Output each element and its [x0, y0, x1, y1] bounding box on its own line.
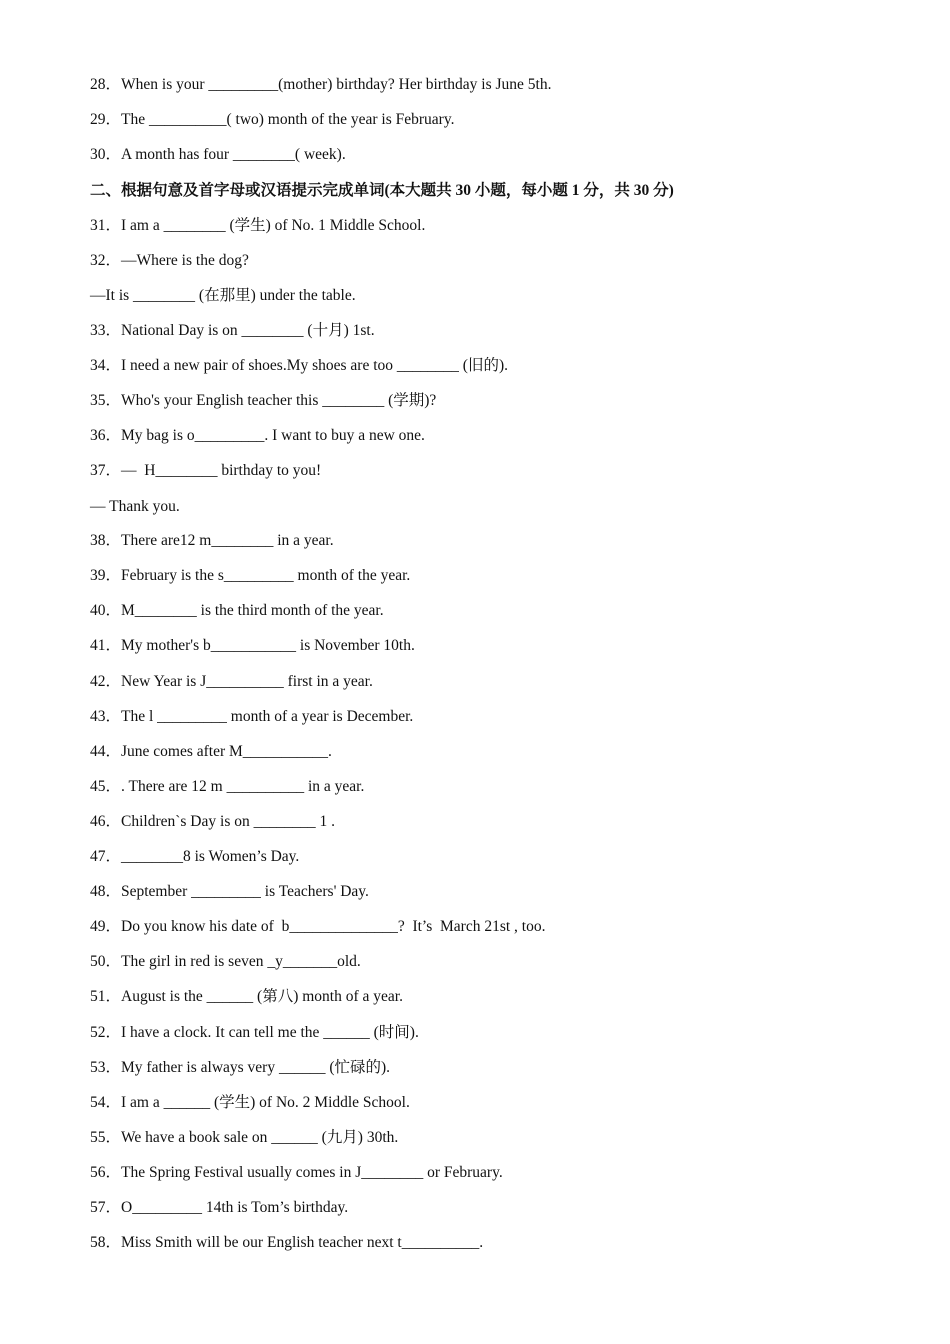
question-48: 48．September _________ is Teachers' Day.: [90, 883, 369, 900]
question-55: 55．We have a book sale on ______ (九月) 30th.: [90, 1129, 399, 1146]
question-39: 39．February is the s_________ month of the year.: [90, 567, 411, 584]
question-56: 56．The Spring Festival usually comes in J________ or February.: [90, 1164, 503, 1181]
question-40: 40．M________ is the third month of the year.: [90, 602, 384, 619]
question-32-answer-line: —It is ________ (在那里) under the table.: [90, 287, 356, 304]
question-29: 29．The __________( two) month of the year is February.: [90, 111, 455, 128]
question-33: 33．National Day is on ________ (十月) 1st.: [90, 322, 375, 339]
question-52: 52．I have a clock. It can tell me the ______ (时间).: [90, 1024, 419, 1041]
question-36: 36．My bag is o_________. I want to buy a new one.: [90, 427, 425, 444]
question-41: 41．My mother's b___________ is November 10th.: [90, 637, 415, 654]
question-42: 42．New Year is J__________ first in a year.: [90, 673, 373, 690]
question-37: 37．— H________ birthday to you!: [90, 462, 322, 479]
question-43: 43．The l _________ month of a year is December.: [90, 708, 414, 725]
question-45: 45．. There are 12 m __________ in a year.: [90, 778, 365, 795]
question-51: 51．August is the ______ (第八) month of a year.: [90, 988, 403, 1005]
question-35: 35．Who's your English teacher this ________ (学期)?: [90, 392, 437, 409]
question-38: 38．There are12 m________ in a year.: [90, 532, 334, 549]
question-32: 32．—Where is the dog?: [90, 252, 249, 269]
question-46: 46．Children`s Day is on ________ 1 .: [90, 813, 335, 830]
question-28: 28．When is your _________(mother) birthday? Her birthday is June 5th.: [90, 76, 552, 93]
question-31: 31．I am a ________ (学生) of No. 1 Middle School.: [90, 217, 426, 234]
question-54: 54．I am a ______ (学生) of No. 2 Middle School.: [90, 1094, 410, 1111]
question-50: 50．The girl in red is seven _y_______old.: [90, 953, 361, 970]
question-30: 30．A month has four ________( week).: [90, 146, 346, 163]
question-47: 47．________8 is Women’s Day.: [90, 848, 300, 865]
section-heading: 二、根据句意及首字母或汉语提示完成单词(本大题共 30 小题，每小题 1 分，共 30 分): [90, 182, 674, 199]
question-49: 49．Do you know his date of b______________? It’s March 21st , too.: [90, 918, 546, 935]
question-37-reply: — Thank you.: [90, 498, 180, 515]
question-53: 53．My father is always very ______ (忙碌的).: [90, 1059, 391, 1076]
question-44: 44．June comes after M___________.: [90, 743, 332, 760]
question-57: 57．O_________ 14th is Tom’s birthday.: [90, 1199, 349, 1216]
question-58: 58．Miss Smith will be our English teacher next t__________.: [90, 1234, 484, 1251]
question-34: 34．I need a new pair of shoes.My shoes are too ________ (旧的).: [90, 357, 508, 374]
